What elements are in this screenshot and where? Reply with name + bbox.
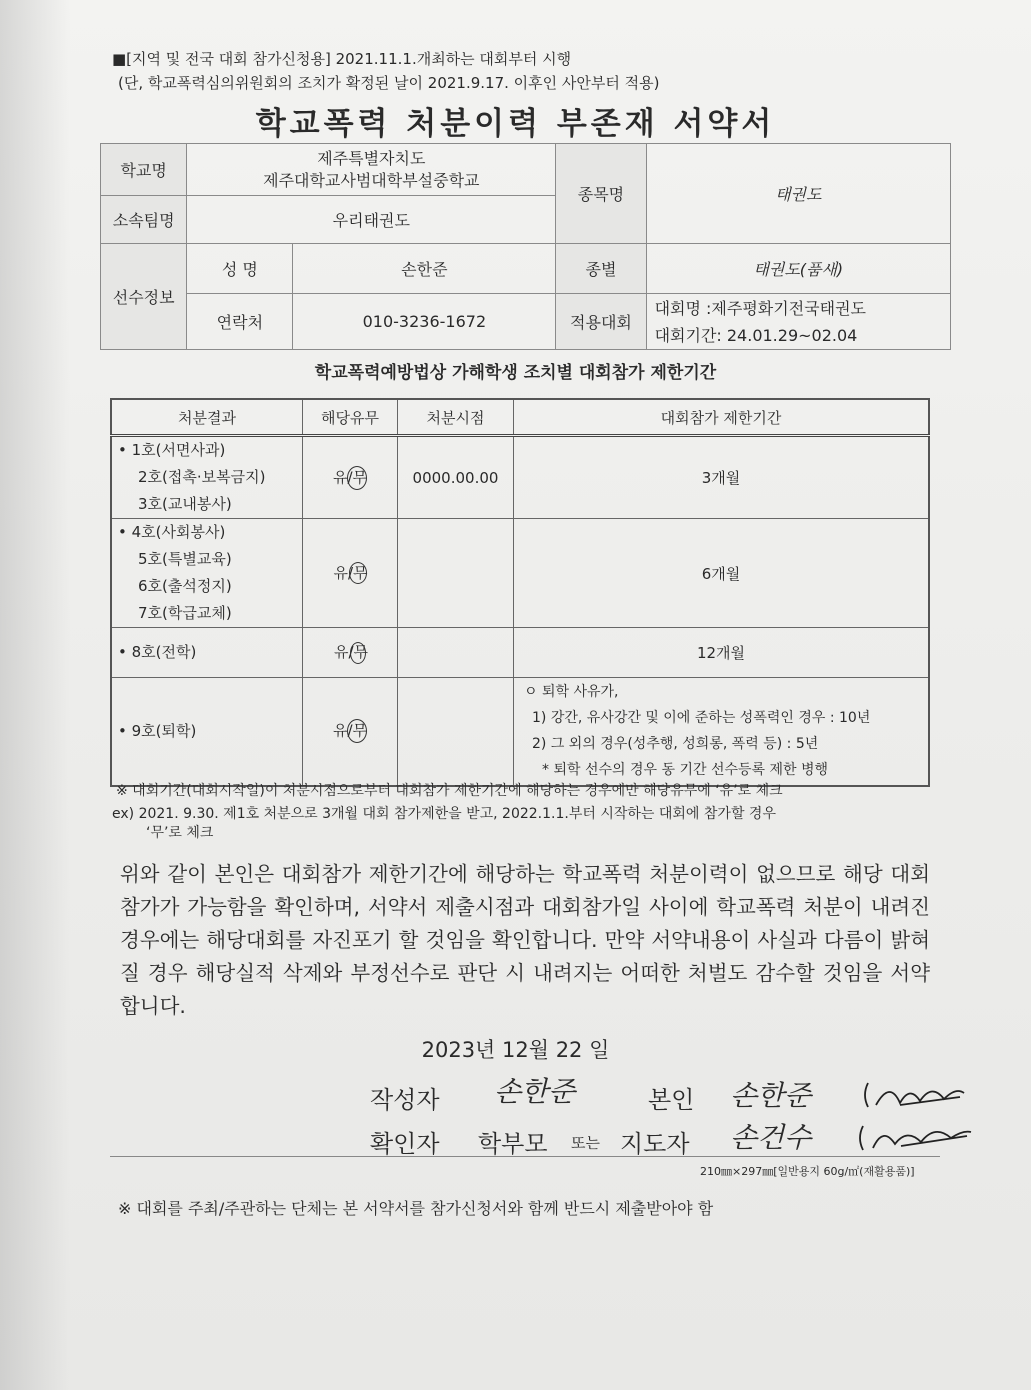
team-label: 소속팀명: [101, 196, 187, 244]
writer-signature: 손한준: [494, 1075, 576, 1108]
school-line-1: 제주특별자치도: [317, 148, 426, 168]
penalty-date: [398, 678, 514, 786]
header-notice-1: ■[지역 및 전국 대회 참가신청용] 2021.11.1.개최하는 대회부터 시행: [112, 50, 572, 68]
penalty-date: [398, 519, 514, 628]
applicable-cell[interactable]: [303, 628, 398, 678]
self-label: 본인: [648, 1086, 695, 1114]
table-row: [111, 436, 929, 519]
penalty-item: 5호(특별교육): [138, 550, 232, 568]
school-label: 학교명: [101, 144, 187, 196]
penalty-item: • 9호(퇴학): [118, 721, 197, 740]
penalty-item: • 4호(사회봉사): [118, 523, 226, 541]
applicable-cell[interactable]: [303, 436, 398, 519]
circle-mark-icon: [347, 466, 367, 490]
penalty-item: • 1호(서면사과): [118, 441, 226, 459]
school-value: [187, 144, 556, 196]
page-shadow: [0, 0, 70, 1390]
table-row: [111, 519, 929, 628]
yes-no-value: 유/무: [333, 563, 368, 582]
circle-mark-icon: [349, 562, 367, 584]
competition-label: 적용대회: [556, 294, 646, 350]
applicant-info-table: [100, 143, 951, 350]
competition-value: [646, 294, 950, 350]
footnote-1: ※ 대회기간(대회시작일)이 처분시점으로부터 대회참가 제한기간에 해당하는 경우에만 해당유무에 ‘유’로 체크: [116, 783, 783, 799]
header-notice-2: (단, 학교폭력심의위원회의 조치가 확정된 날이 2021.9.17. 이후인 사안부터 적용): [118, 74, 660, 92]
note-line: ㅇ 퇴학 사유가,: [524, 684, 619, 701]
contact-label: 연락처: [187, 294, 293, 350]
circle-mark-icon: [350, 642, 366, 664]
yes-no-value: 유/무: [332, 468, 368, 486]
penalty-item: • 8호(전학): [118, 643, 197, 661]
footnote-2: ex) 2021. 9.30. 제1호 처분으로 3개월 대회 참가제한을 받고, 2022.1.1.부터 시작하는 대회에 참가할 경우: [112, 806, 776, 822]
penalty-item: 2호(접촉·보복금지): [138, 468, 266, 486]
writer-label: 작성자: [370, 1086, 440, 1114]
document-title: 학교폭력 처분이력 부존재 서약서: [255, 106, 776, 142]
table-row: [111, 678, 929, 786]
table-row: [111, 628, 929, 678]
penalty-items: [111, 628, 303, 678]
contact-value: 010-3236-1672: [293, 294, 556, 350]
restriction-period: 6개월: [514, 519, 930, 628]
penalty-item: 7호(학급교체): [138, 604, 232, 622]
name-value: 손한준: [293, 244, 556, 294]
penalty-items: [111, 436, 303, 519]
restriction-period: 12개월: [514, 628, 930, 678]
penalty-item: 3호(교내봉사): [138, 495, 232, 513]
player-info-label: 선수정보: [101, 244, 187, 350]
penalty-items: [111, 678, 303, 786]
penalty-items: [111, 519, 303, 628]
or-label: 또는: [571, 1134, 600, 1152]
note-line: * 퇴학 선수의 경우 동 기간 선수등록 제한 병행: [542, 762, 829, 779]
name-label: 성 명: [187, 244, 293, 294]
verifier-label: 확인자: [370, 1130, 440, 1158]
competition-name: 대회명 :제주평화기전국태권도: [654, 298, 866, 318]
self-signature: 손한준: [730, 1079, 812, 1112]
note-line: 2) 그 외의 경우(성추행, 성희롱, 폭력 등) : 5년: [532, 736, 819, 753]
restriction-subtitle: 학교폭력예방법상 가해학생 조치별 대회참가 제한기간: [314, 363, 717, 383]
sport-value: 태권도: [646, 144, 950, 244]
school-line-2: 제주대학교사범대학부설중학교: [263, 170, 480, 190]
penalty-date: 0000.00.00: [398, 436, 514, 519]
pledge-text: 위와 같이 본인은 대회참가 제한기간에 해당하는 학교폭력 처분이력이 없으므로 해당 대회 참가가 가능함을 확인하며, 서약서 제출시점과 대회참가일 사이에 학교폭력 처분이 내려진 경우에는 해당대회를 자진포기 할 것임을 확인합니다. 만약 서약내용이 사실과 다름이 밝혀질 경우 해당실적 삭제와 부정선수로 판단 시 내려지는 어떠한 처벌도 감수할 것임을 서약합니다.: [120, 862, 930, 1018]
col-header-date: 처분시점: [398, 399, 514, 436]
competition-period: 대회기간: 24.01.29~02.04: [654, 325, 858, 345]
sport-label: 종목명: [556, 144, 646, 244]
self-sign-mark: [860, 1075, 970, 1115]
col-header-period: 대회참가 제한기간: [514, 399, 930, 436]
expulsion-notes: [514, 678, 930, 786]
applicable-cell[interactable]: [303, 519, 398, 628]
penalty-date: [398, 628, 514, 678]
parent-label: 학부모: [478, 1130, 548, 1158]
team-value: 우리태권도: [187, 196, 556, 244]
penalty-item: 6호(출석정지): [138, 577, 232, 595]
signing-date: 2023년 12월 22 일: [421, 1038, 610, 1062]
divider-line: [110, 1156, 940, 1157]
coach-sign-mark: [855, 1118, 975, 1158]
submission-note: ※ 대회를 주최/주관하는 단체는 본 서약서를 참가신청서와 함께 반드시 제출받아야 함: [118, 1199, 714, 1218]
event-value: 태권도(품새): [646, 244, 950, 294]
yes-no-value: 유/무: [333, 643, 369, 662]
applicable-cell[interactable]: [303, 678, 398, 786]
col-header-result: 처분결과: [111, 399, 303, 436]
paper-spec: 210㎜×297㎜[일반용지 60g/㎡(재활용품)]: [700, 1165, 915, 1178]
footnote-3: ‘무’로 체크: [146, 825, 214, 841]
coach-signature: 손건수: [730, 1121, 812, 1154]
note-line: 1) 강간, 유사강간 및 이에 준하는 성폭력인 경우 : 10년: [532, 710, 871, 727]
event-label: 종별: [556, 244, 646, 294]
restriction-period: 3개월: [514, 436, 930, 519]
coach-label: 지도자: [620, 1130, 690, 1158]
penalty-table: [110, 398, 930, 787]
yes-no-value: 유/무: [332, 721, 368, 740]
col-header-applicable: 해당유무: [303, 399, 398, 436]
